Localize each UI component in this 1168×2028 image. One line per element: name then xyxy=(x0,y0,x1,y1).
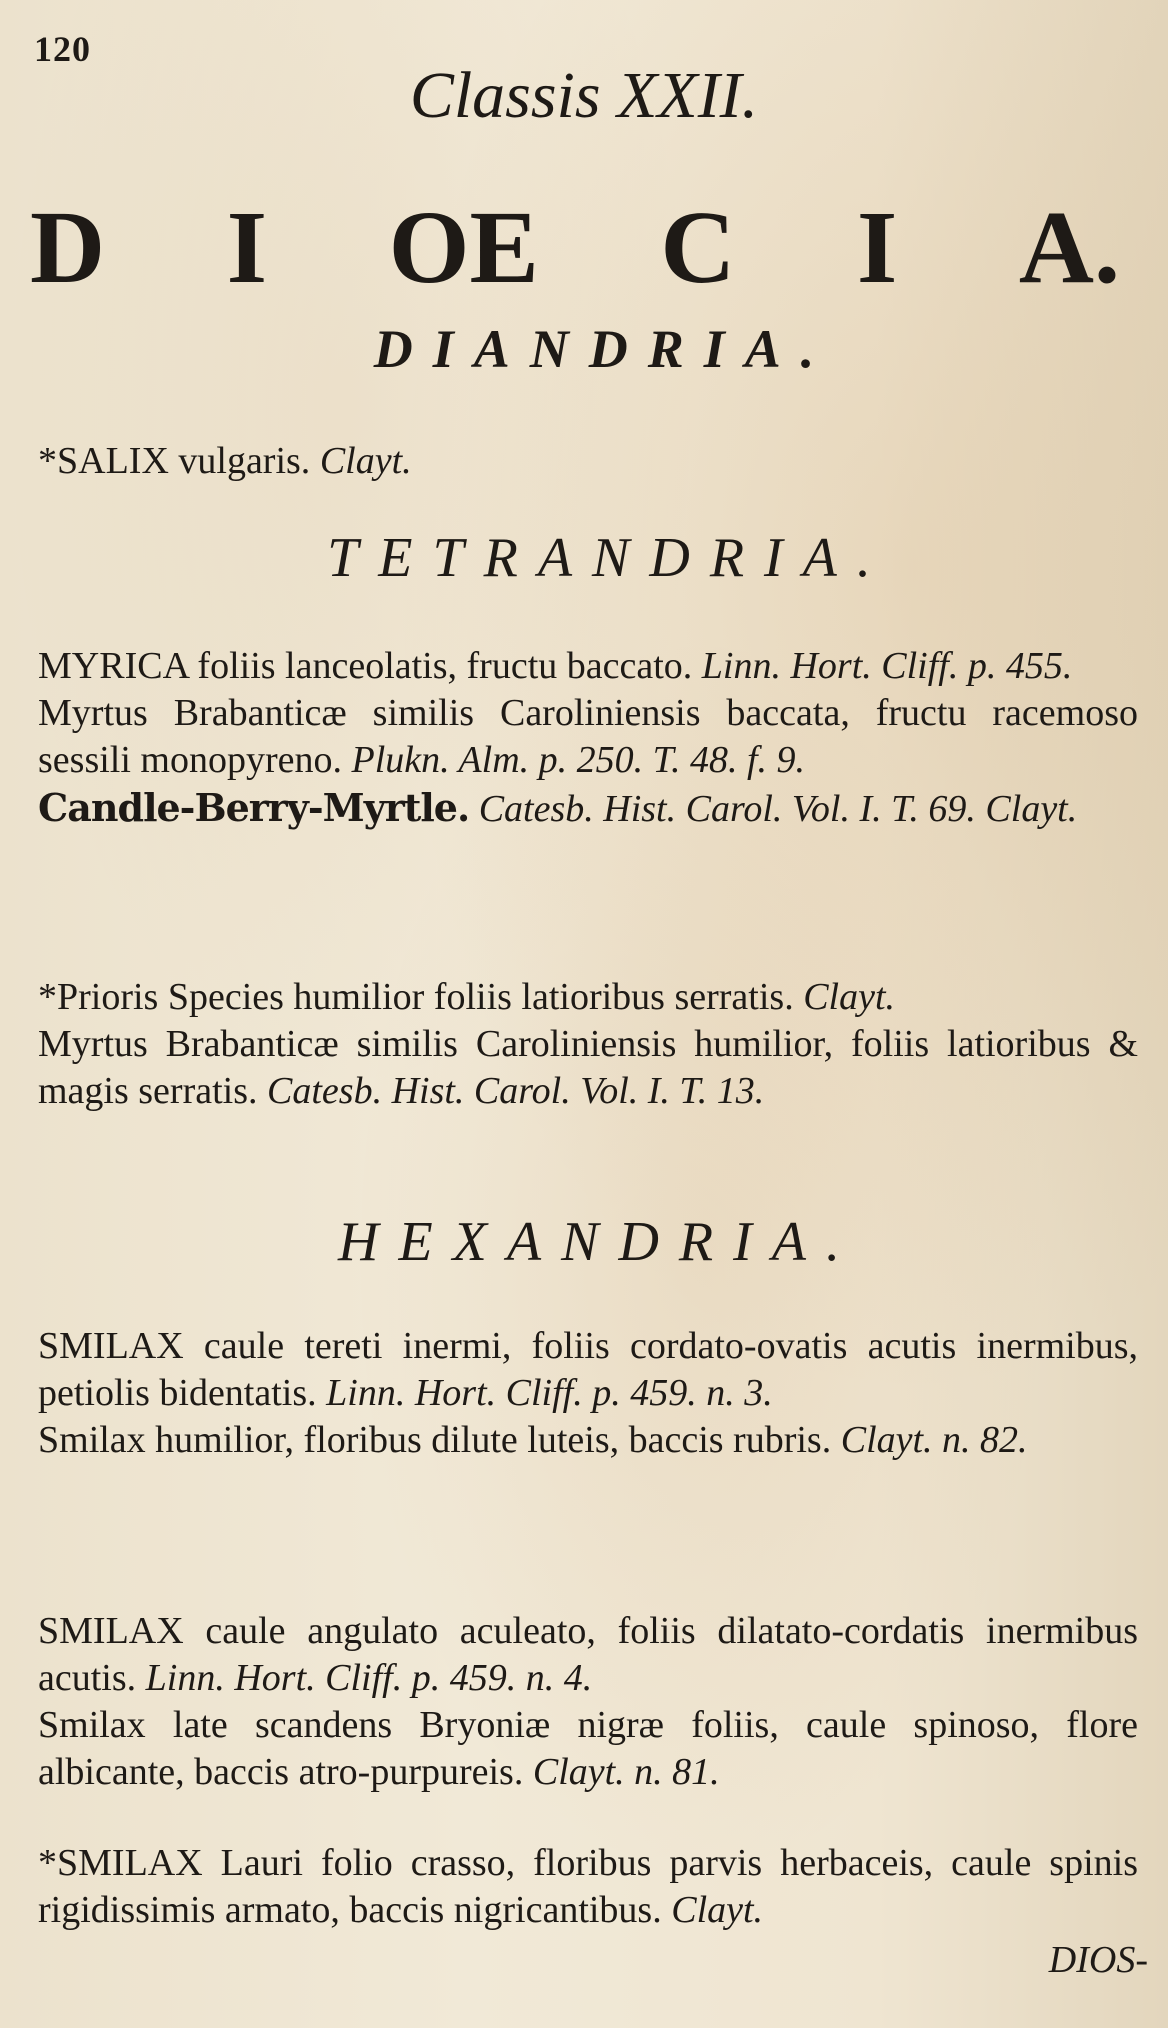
entry-smilax-1 xyxy=(38,1323,1138,1464)
entry-reference: Plukn. Alm. p. 250. T. 48. f. 9. xyxy=(351,739,806,781)
entry-reference: Clayt. xyxy=(803,976,896,1018)
entry-text: MYRICA foliis lanceolatis, fructu baccato. xyxy=(38,645,693,687)
entry-authority: Clayt. xyxy=(319,440,412,482)
entry-smilax-2 xyxy=(38,1608,1138,1796)
entry-smilax-3 xyxy=(38,1840,1138,1934)
class-title-letter: OE xyxy=(388,190,539,305)
entry-reference: Linn. Hort. Cliff. p. 459. n. 4. xyxy=(145,1657,593,1699)
entry-text: Smilax late scandens Bryoniæ nigræ foliis, caule spinoso, flore albicante, baccis atro-purpureis. xyxy=(38,1704,1138,1793)
catchword: DIOS- xyxy=(1048,1939,1148,1981)
entry-reference: Catesb. Hist. Carol. Vol. I. T. 69. Clayt. xyxy=(478,788,1078,830)
entry-prioris xyxy=(38,974,1138,1115)
class-title-letter: D xyxy=(30,190,106,305)
entry-text: Myrtus Brabanticæ similis Caroliniensis baccata, fructu racemoso sessili monopyreno. xyxy=(38,692,1138,781)
entry-reference: Clayt. n. 82. xyxy=(840,1419,1028,1461)
order-heading-hexandria: HEXANDRIA. xyxy=(338,1211,860,1273)
entry-reference: Linn. Hort. Cliff. p. 459. n. 3. xyxy=(326,1372,773,1414)
class-title-letter: C xyxy=(660,190,736,305)
entry-text: SMILAX caule tereti inermi, foliis cordato-ovatis acutis inermibus, petiolis bidentatis. xyxy=(38,1325,1138,1414)
entry-salix xyxy=(38,438,1138,485)
entry-text: *SMILAX Lauri folio crasso, floribus parvis herbaceis, caule spinis rigidissimis armato, baccis nigricantibus. xyxy=(38,1842,1138,1931)
class-title-letter: A. xyxy=(1018,190,1120,305)
entry-text: Myrtus Brabanticæ similis Caroliniensis humilior, foliis latioribus & magis serratis. xyxy=(38,1023,1138,1112)
entry-text: Smilax humilior, floribus dilute luteis, baccis rubris. xyxy=(38,1419,832,1461)
entry-vernacular-name: Candle-Berry-Myrtle. xyxy=(38,785,470,830)
entry-reference: Catesb. Hist. Carol. Vol. I. T. 13. xyxy=(267,1070,765,1112)
entry-text: SMILAX caule angulato aculeato, foliis dilatato-cordatis inermibus acutis. xyxy=(38,1610,1138,1699)
class-title xyxy=(30,188,1120,307)
class-title-letter: I xyxy=(226,190,268,305)
entry-name: *SALIX vulgaris. xyxy=(38,440,311,482)
class-title-letter: I xyxy=(856,190,898,305)
entry-reference: Linn. Hort. Cliff. p. 455. xyxy=(701,645,1073,687)
order-heading-diandria: DIANDRIA. xyxy=(373,319,835,379)
page-number: 120 xyxy=(34,29,91,69)
order-heading-tetrandria: TETRANDRIA. xyxy=(327,527,891,589)
entry-reference: Clayt. xyxy=(671,1889,764,1931)
entry-text: *Prioris Species humilior foliis latioribus serratis. xyxy=(38,976,794,1018)
running-head: Classis XXII. xyxy=(409,59,759,132)
entry-reference: Clayt. n. 81. xyxy=(532,1751,720,1793)
entry-myrica xyxy=(38,643,1138,833)
